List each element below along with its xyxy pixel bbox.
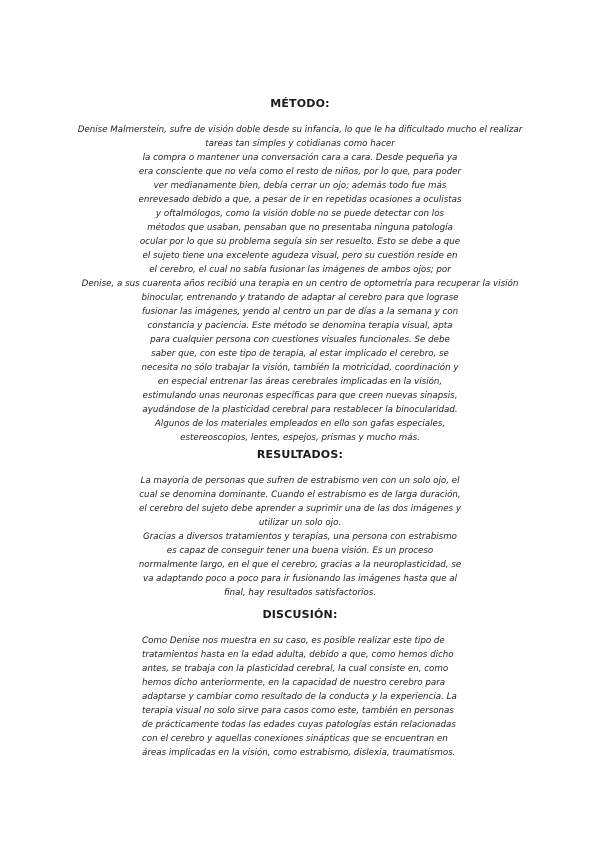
resultados-line: va adaptando poco a poco para ir fusionando las imágenes hasta que al [142, 574, 458, 584]
discusion-line: hemos dicho anteriormente, en la capacidad de nuestro cerebro para [142, 678, 446, 688]
resultados-line: normalmente largo, en el que el cerebro, gracias a la neuroplasticidad, se [138, 560, 462, 570]
discusion-line: Como Denise nos muestra en su caso, es posible realizar este tipo de [142, 636, 445, 646]
metodo-line: métodos que usaban, pensaban que no presentaba ninguna patología [147, 223, 453, 233]
discusion-line: de prácticamente todas las edades cuyas patologías están relacionadas [142, 720, 456, 730]
resultados-line: cual se denomina dominante. Cuando el estrabismo es de larga duración, [139, 490, 461, 500]
metodo-line: enrevesado debido a que, a pesar de ir en repetidas ocasiones a oculistas [138, 195, 462, 205]
resultados-line: utilizar un solo ojo. [258, 518, 342, 528]
resultados-heading: RESULTADOS: [256, 448, 344, 461]
metodo-line: constancia y paciencia. Este método se denomina terapia visual, apta [147, 321, 453, 331]
metodo-line: binocular, entrenando y tratando de adaptar al cerebro para que lograse [141, 293, 459, 303]
metodo-line: y oftalmólogos, como la visión doble no se puede detectar con los [155, 209, 445, 219]
metodo-line: el cerebro, el cual no sabía fusionar las imágenes de ambos ojos; por [149, 265, 451, 275]
discusion-line: terapia visual no solo sirve para casos como este, también en personas [142, 706, 454, 716]
resultados-line: Gracias a diversos tratamientos y terapias, una persona con estrabismo [143, 532, 457, 542]
metodo-heading: MÉTODO: [270, 97, 330, 110]
discusion-line: áreas implicadas en la visión, como estrabismo, dislexia, traumatismos. [142, 748, 456, 758]
metodo-line: saber que, con este tipo de terapia, al estar implicado el cerebro, se [151, 349, 449, 359]
metodo-line: era consciente que no veía como el resto de niños, por lo que, para poder [138, 167, 462, 177]
discusion-heading: DISCUSIÓN: [262, 608, 338, 621]
resultados-line: final, hay resultados satisfactorios. [224, 588, 376, 598]
metodo-line: la compra o mantener una conversación cara a cara. Desde pequeña ya [142, 153, 458, 163]
metodo-line: ver medianamente bien, debía cerrar un ojo; además todo fue más [153, 181, 447, 191]
metodo-line: necesita no sólo trabajar la visión, también la motricidad, coordinación y [141, 363, 459, 373]
metodo-line: en especial entrenar las áreas cerebrales implicadas en la visión, [157, 377, 443, 387]
metodo-line: Algunos de los materiales empleados en ello son gafas especiales, [154, 419, 446, 429]
discusion-line: tratamientos hasta en la edad adulta, debido a que, como hemos dicho [142, 650, 454, 660]
metodo-line: tareas tan simples y cotidianas como hacer [205, 139, 395, 149]
resultados-line: el cerebro del sujeto debe aprender a suprimir una de las dos imágenes y [139, 504, 461, 514]
discusion-line: antes, se trabaja con la plasticidad cerebral, la cual consiste en, como [142, 664, 449, 674]
resultados-line: La mayoría de personas que sufren de estrabismo ven con un solo ojo, el [140, 476, 460, 486]
resultados-line: es capaz de conseguir tener una buena visión. Es un proceso [166, 546, 434, 556]
metodo-line: estimulando unas neuronas específicas para que creen nuevas sinapsis, [142, 391, 458, 401]
metodo-line: Denise Malmerstein, sufre de visión doble desde su infancia, lo que le ha dificultado mucho el realizar [77, 125, 523, 135]
metodo-line: el sujeto tiene una excelente agudeza visual, pero su cuestión reside en [142, 251, 458, 261]
discusion-line: con el cerebro y aquellas conexiones sinápticas que se encuentran en [142, 734, 448, 744]
metodo-line: Denise, a sus cuarenta años recibió una terapia en un centro de optometría para recuperar la visión [81, 279, 519, 289]
metodo-line: ocular por lo que su problema seguía sin ser resuelto. Esto se debe a que [139, 237, 461, 247]
metodo-line: para cualquier persona con cuestiones visuales funcionales. Se debe [150, 335, 450, 345]
metodo-line: fusionar las imágenes, yendo al centro un par de días a la semana y con [141, 307, 459, 317]
metodo-line: estereoscopios, lentes, espejos, prismas y mucho más. [180, 433, 420, 443]
metodo-line: ayudándose de la plasticidad cerebral para restablecer la binocularidad. [142, 405, 458, 415]
discusion-line: adaptarse y cambiar como resultado de la conducta y la experiencia. La [142, 692, 457, 702]
